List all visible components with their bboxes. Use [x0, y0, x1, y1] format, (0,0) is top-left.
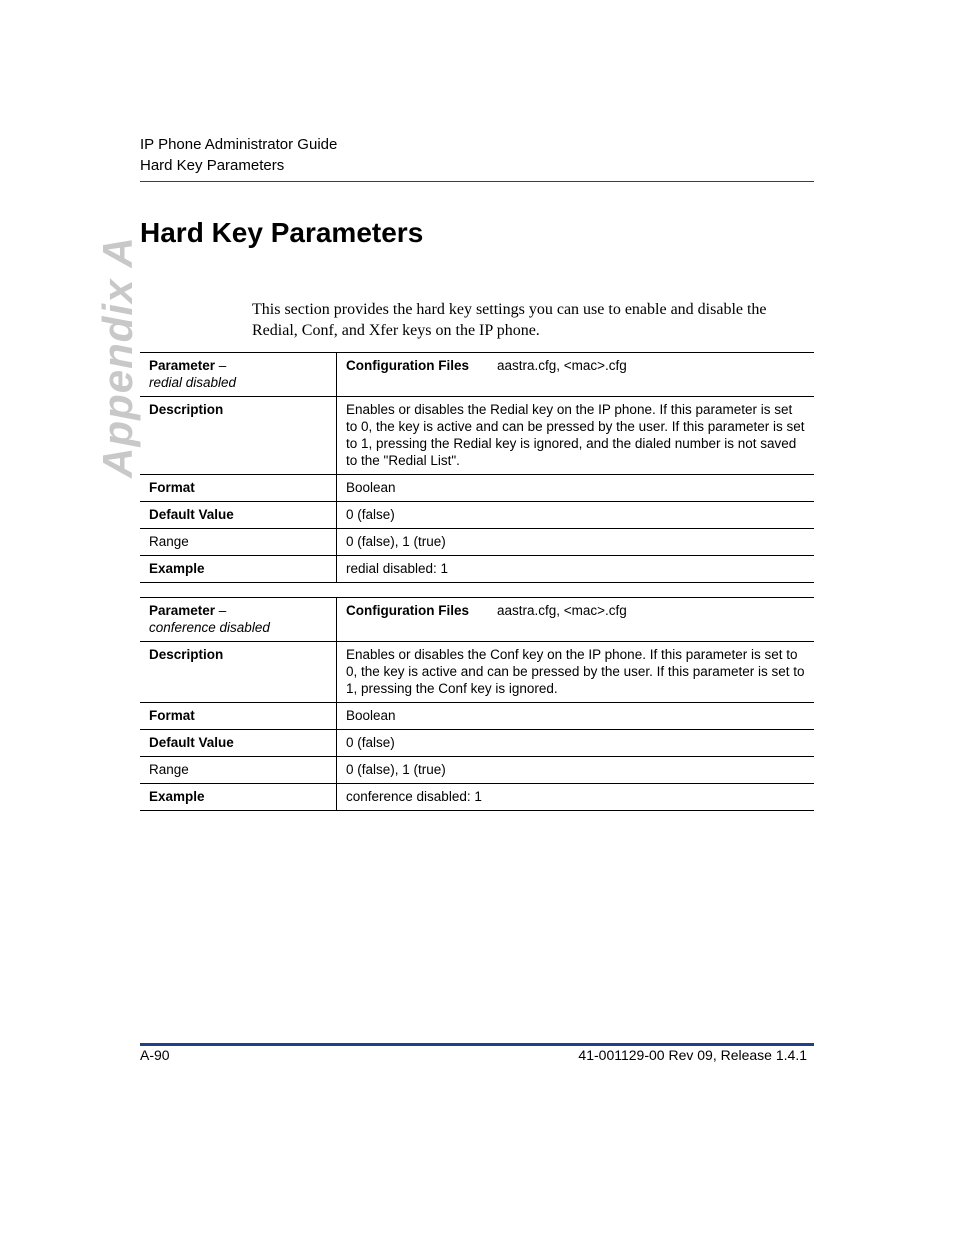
table-row: [140, 703, 814, 730]
param-dash: –: [215, 603, 227, 618]
footer-rule: [140, 1043, 814, 1046]
table-row: [140, 784, 814, 811]
row-label: Default Value: [140, 730, 337, 757]
table-row: [140, 397, 814, 475]
row-label: Range: [140, 529, 337, 556]
row-value: Enables or disables the Redial key on the IP phone. If this parameter is set to 0, the key is active and can be pressed by the user. If this parameter is set to 1, pressing the Redial key is ignored, and the dialed number is not saved to the "Redial List".: [337, 397, 815, 475]
row-value: Boolean: [337, 703, 815, 730]
header-guide-title: IP Phone Administrator Guide: [140, 136, 338, 153]
row-value: Enables or disables the Conf key on the IP phone. If this parameter is set to 0, the key is active and can be pressed by the user. If this parameter is set to 1, pressing the Conf key is ignored.: [337, 642, 815, 703]
row-label: Description: [140, 642, 337, 703]
row-label: Default Value: [140, 502, 337, 529]
intro-paragraph: This section provides the hard key settings you can use to enable and disable the Redial, Conf, and Xfer keys on the IP phone.: [252, 301, 767, 339]
config-files-value: aastra.cfg, <mac>.cfg: [497, 358, 627, 373]
param-label: Parameter: [149, 358, 216, 373]
table-row: [140, 730, 814, 757]
row-value: 0 (false): [337, 730, 815, 757]
row-value: 0 (false): [337, 502, 815, 529]
table-header-row: [140, 353, 814, 397]
appendix-label: Appendix A: [94, 236, 141, 478]
page-number: A-90: [140, 1047, 170, 1063]
table-row: [140, 642, 814, 703]
row-label: Range: [140, 757, 337, 784]
table-row: [140, 502, 814, 529]
row-value: redial disabled: 1: [337, 556, 815, 583]
param-name-cell: [140, 353, 337, 397]
param-label: Parameter: [149, 603, 216, 618]
param-name-cell: [140, 598, 337, 642]
param-name: redial disabled: [149, 375, 237, 390]
row-label: Example: [140, 784, 337, 811]
config-files-value: aastra.cfg, <mac>.cfg: [497, 603, 627, 618]
table-header-row: [140, 598, 814, 642]
table-row: [140, 475, 814, 502]
config-files-label: Configuration Files: [346, 358, 469, 373]
config-files-cell: [337, 598, 815, 642]
param-name: conference disabled: [149, 620, 270, 635]
table-row: [140, 556, 814, 583]
header-section: Hard Key Parameters: [140, 157, 285, 174]
row-value: 0 (false), 1 (true): [337, 757, 815, 784]
page-title: Hard Key Parameters: [140, 217, 424, 248]
row-value: Boolean: [337, 475, 815, 502]
document-id: 41-001129-00 Rev 09, Release 1.4.1: [578, 1047, 807, 1063]
param-table-conference: [140, 597, 814, 811]
param-dash: –: [215, 358, 227, 373]
row-value: conference disabled: 1: [337, 784, 815, 811]
table-row: [140, 529, 814, 556]
header-rule: [140, 181, 814, 182]
param-table-redial: [140, 352, 814, 583]
row-label: Description: [140, 397, 337, 475]
row-label: Format: [140, 703, 337, 730]
row-label: Format: [140, 475, 337, 502]
row-value: 0 (false), 1 (true): [337, 529, 815, 556]
config-files-label: Configuration Files: [346, 603, 469, 618]
config-files-cell: [337, 353, 815, 397]
table-row: [140, 757, 814, 784]
appendix-side-tab: [94, 236, 141, 478]
row-label: Example: [140, 556, 337, 583]
